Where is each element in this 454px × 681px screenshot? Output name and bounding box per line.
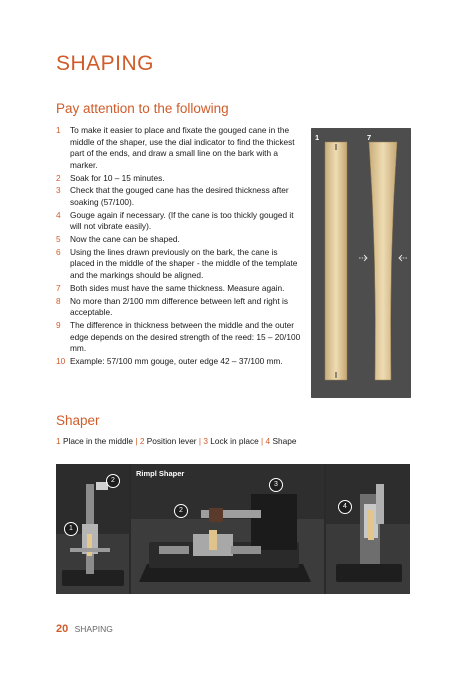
list-item: 9 The difference in thickness between the middle and the outer edge depends on the desired strength of the reed: 15 – 20/100 mm. [56, 320, 301, 354]
list-item: 1 To make it easier to place and fixate the gouged cane in the middle of the shaper, use the dial indicator to find the thickest part of the ends, and draw a small line on the bark with a marker. [56, 125, 295, 170]
reed-label-right: 7 [367, 133, 372, 142]
list-item: 10 Example: 57/100 mm gouge, outer edge 42 – 37/100 mm. [56, 355, 283, 366]
shaping-view [326, 464, 410, 594]
steps-list [56, 125, 302, 369]
list-item: 4 Gouge again if necessary. (If the cane is too thickly gouged it will not vibrate easily). [56, 209, 294, 232]
list-item: 5 Now the cane can be shaped. [56, 234, 180, 245]
page-title: SHAPING [56, 52, 155, 75]
section-subtitle: Pay attention to the following [56, 101, 229, 116]
gouged-cane [325, 142, 347, 380]
list-item: 6 Using the lines drawn previously on the bark, the cane is placed in the middle of the shaper - the middle of the template and the markings should be aligned. [56, 246, 298, 281]
page-footer [56, 623, 113, 635]
shaper-steps-line: 1 Place in the middle | 2 Position lever | 3 Lock in place | 4 Shape [56, 436, 297, 446]
list-item: 8 No more than 2/100 mm difference between left and right is acceptable. [56, 295, 288, 318]
reed-photo-panel [311, 128, 411, 398]
shaper-photos [56, 464, 410, 594]
photo-place-in-middle [56, 464, 129, 594]
photo-rimpl-shaper [131, 464, 324, 594]
callout-2: 2 [174, 504, 188, 518]
callout-4: 4 [338, 500, 352, 514]
reed-label-left: 1 [315, 133, 320, 142]
reed-illustration [311, 128, 411, 398]
callout-2: 2 [106, 474, 120, 488]
callout-3: 3 [269, 478, 283, 492]
photo-shape [326, 464, 410, 594]
list-item: 7 Both sides must have the same thickness. Measure again. [56, 282, 285, 293]
callout-1: 1 [64, 522, 78, 536]
page-number: 20 [56, 623, 69, 635]
footer-section: SHAPING [74, 624, 113, 634]
rimpl-shaper-view [131, 464, 324, 594]
shaper-heading: Shaper [56, 413, 100, 428]
list-item: 2 Soak for 10 – 15 minutes. [56, 172, 165, 183]
shaper-photo-label: Rimpl Shaper [136, 469, 185, 478]
list-item: 3 Check that the gouged cane has the desired thickness after soaking (57/100). [56, 185, 289, 207]
